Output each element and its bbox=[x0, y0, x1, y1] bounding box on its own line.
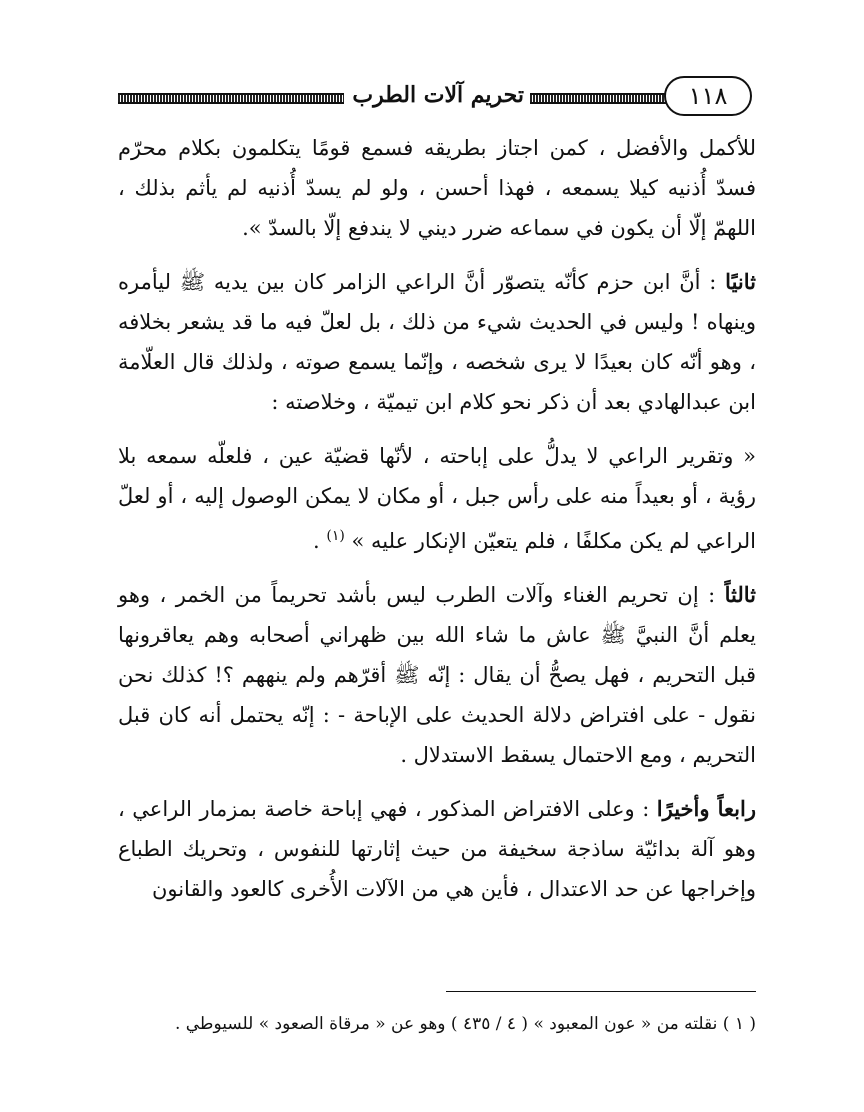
header-rule-right bbox=[530, 93, 670, 104]
paragraph-5 bbox=[118, 789, 756, 909]
header-title: تحريم آلات الطرب bbox=[352, 82, 524, 108]
paragraph-3-quote bbox=[118, 436, 756, 561]
footnote-reference: (١) bbox=[326, 528, 345, 544]
paragraph-text: « وتقرير الراعي لا يدلُّ على إباحته ، لأنّها قضيّة عين ، فلعلّه سمعه بلا رؤية ، أو بعيداً منه على رأس جبل ، أو مكان لا يمكن الوصول إليه ، أو لعلّ الراعي لم يكن مكلفًا ، فلم يتعيّن الإنكار عليه » bbox=[118, 444, 756, 553]
header-rule-left bbox=[118, 93, 344, 104]
paragraph-1 bbox=[118, 128, 756, 248]
paragraph-4 bbox=[118, 575, 756, 775]
paragraph-text: : أنَّ ابن حزم كأنّه يتصوّر أنَّ الراعي الزامر كان بين يديه ﷺ ليأمره وينهاه ! وليس في الحديث شيء من ذلك ، بل لعلّ فيه ما قد يشعر بخلافه ، وهو أنّه كان بعيدًا لا يرى شخصه ، وإنّما يسمع صوته ، ولذلك قال العلّامة ابن عبدالهادي بعد أن ذكر نحو كلام ابن تيميّة ، وخلاصته : bbox=[118, 270, 756, 414]
paragraph-heading: رابعاً وأخيرًا bbox=[656, 796, 756, 821]
main-text bbox=[118, 128, 756, 909]
paragraph-2 bbox=[118, 262, 756, 422]
paragraph-heading: ثانيًا bbox=[725, 269, 756, 294]
footnote-separator bbox=[446, 991, 756, 992]
footnote: ( ١ ) نقلته من « عون المعبود » ( ٤ / ٤٣٥ ) وهو عن « مرقاة الصعود » للسيوطي . bbox=[174, 1014, 756, 1034]
paragraph-text: للأكمل والأفضل ، كمن اجتاز بطريقه فسمع قومًا يتكلمون بكلام محرّم فسدّ أُذنيه كيلا يسمعه ، فهذا أحسن ، ولو لم يسدّ أُذنيه لم يأثم بذلك ، اللهمّ إلّا أن يكون في سماعه ضرر ديني لا يندفع إلّا بالسدّ ». bbox=[118, 136, 756, 240]
paragraph-tail: . bbox=[312, 529, 327, 553]
paragraph-heading: ثالثاً bbox=[724, 582, 756, 607]
paragraph-text: : وعلى الافتراض المذكور ، فهي إباحة خاصة بمزمار الراعي ، وهو آلة بدائيّة ساذجة سخيفة من حيث إثارتها للنفوس ، وتحريك الطباع وإخراجها عن حد الاعتدال ، فأين هي من الآلات الأُخرى كالعود والقانون bbox=[118, 797, 756, 901]
running-header bbox=[118, 70, 746, 118]
paragraph-text: : إن تحريم الغناء وآلات الطرب ليس بأشد تحريماً من الخمر ، وهو يعلم أنَّ النبيَّ ﷺ عاش ما شاء الله بين ظهراني أصحابه وهم يعاقرونها قبل التحريم ، فهل يصحُّ أن يقال : إنّه ﷺ أقرّهم ولم ينههم ؟! كذلك نحن نقول - على افتراض دلالة الحديث على الإباحة - : إنّه يحتمل أنه كان قبل التحريم ، ومع الاحتمال يسقط الاستدلال . bbox=[118, 583, 756, 767]
page-number: ١١٨ bbox=[664, 76, 752, 116]
